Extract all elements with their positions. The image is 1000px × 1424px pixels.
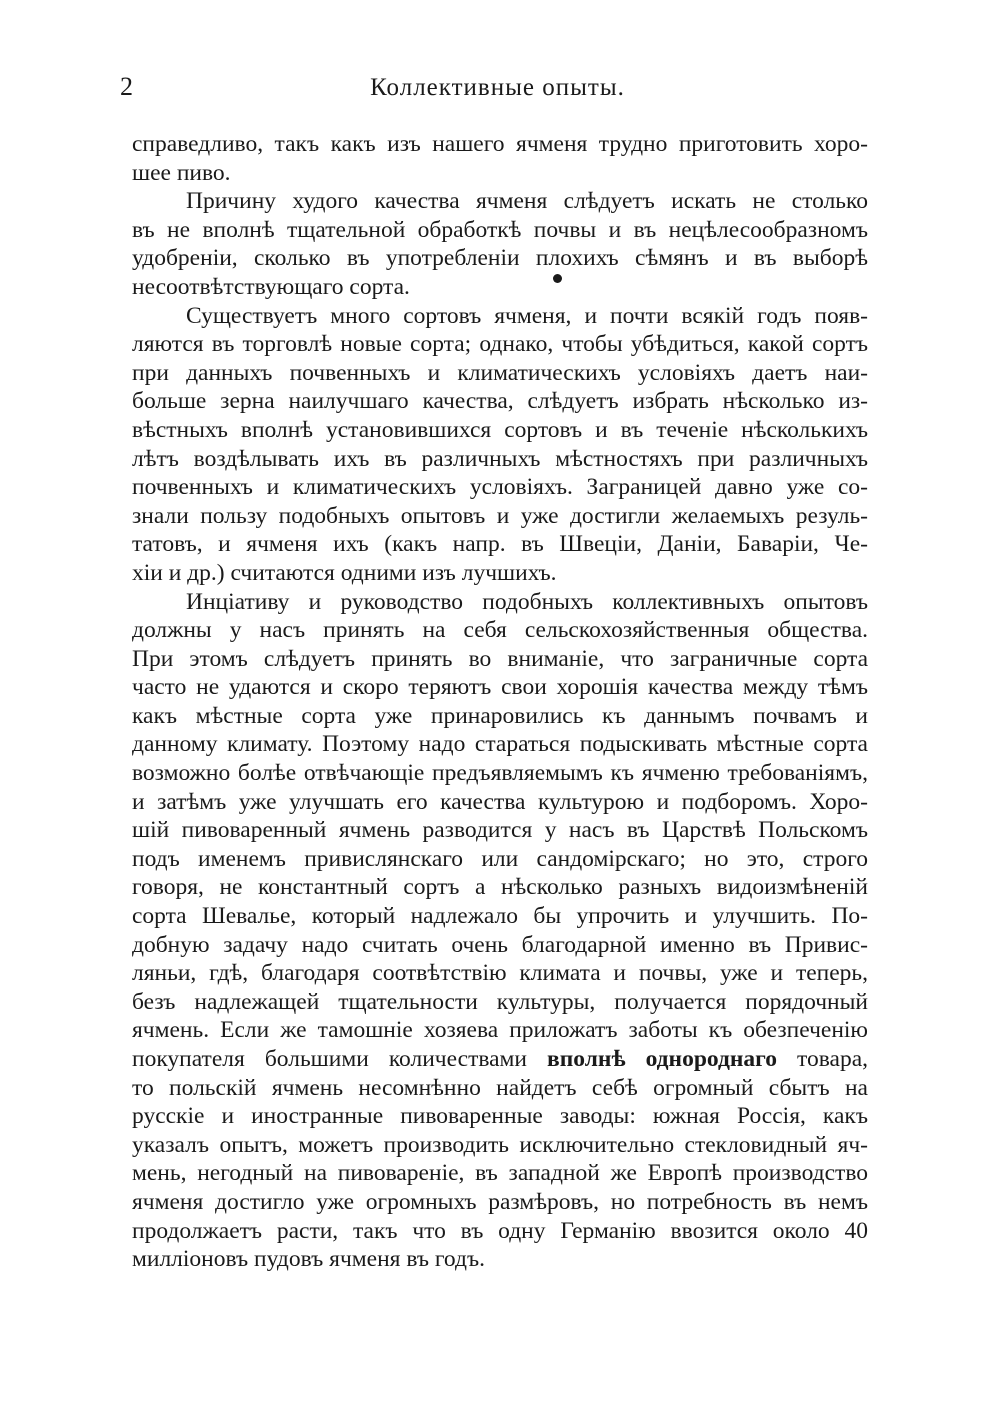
text-line: Существуетъ много сортовъ ячменя, и почти всякій годъ появ-: [186, 302, 868, 329]
ink-dot-mark: [553, 274, 562, 283]
body-text: [132, 130, 868, 1274]
text-line: справедливо, такъ какъ изъ нашего ячменя трудно приготовить хоро-: [132, 131, 868, 157]
text-line: возможно болѣе отвѣчающіе предъявляемымъ къ ячменю требованіямъ,: [132, 760, 868, 787]
text-line: больше зерна наилучшаго качества, слѣдуетъ избрать нѣсколько из-: [132, 388, 868, 415]
text-line: милліоновъ пудовъ ячменя въ годъ.: [132, 1246, 485, 1273]
text-segment: покупателя большими количествами: [132, 1046, 548, 1072]
text-line: Инціативу и руководство подобныхъ коллективныхъ опытовъ: [186, 588, 868, 615]
text-line: сорта Шевалье, который надлежало бы упрочить и улучшить. По-: [132, 903, 868, 930]
text-line: ляются въ торговлѣ новые сорта; однако, чтобы убѣдиться, какой сортъ: [132, 331, 868, 358]
text-line: то польскій ячмень несомнѣнно найдетъ себѣ огромный сбытъ на: [132, 1074, 868, 1101]
text-line: русскіе и иностранные пивоваренные заводы: южная Россія, какъ: [132, 1103, 868, 1130]
text-line: какъ мѣстные сорта уже принаровились къ даннымъ почвамъ и: [132, 702, 868, 729]
running-title: Коллективные опыты.: [370, 74, 625, 101]
paragraph: [132, 130, 868, 187]
text-line: и затѣмъ уже улучшать его качества культурою и подборомъ. Хоро-: [132, 788, 868, 815]
paragraph: [132, 302, 868, 588]
bold-phrase: вполнѣ однороднаго: [547, 1046, 777, 1072]
text-line: должны у насъ принять на себя сельскохозяйственныя общества.: [132, 617, 868, 644]
paragraph: [132, 588, 868, 1274]
text-line: шій пивоваренный ячмень разводится у насъ въ Царствѣ Польскомъ: [132, 817, 868, 844]
text-line: несоотвѣтствующаго сорта.: [132, 273, 410, 300]
text-line: лѣтъ воздѣлывать ихъ въ различныхъ мѣстностяхъ при различныхъ: [132, 445, 868, 472]
text-line: [132, 1045, 868, 1074]
text-line: въ не вполнѣ тщательной обработкѣ почвы и въ нецѣлесообразномъ: [132, 216, 868, 243]
text-line: безъ надлежащей тщательности культуры, получается порядочный: [132, 988, 868, 1015]
text-line: продолжаетъ расти, такъ что въ одну Германію ввозится около 40: [132, 1217, 868, 1244]
paragraph: [132, 187, 868, 301]
text-line: часто не удаются и скоро теряютъ свои хорошія качества между тѣмъ: [132, 674, 868, 701]
text-line: говоря, не константный сортъ а нѣсколько разныхъ видоизмѣненій: [132, 874, 868, 901]
text-line: указалъ опытъ, можетъ производить исключительно стекловидный яч-: [132, 1131, 868, 1158]
text-line: ячмень. Если же тамошніе хозяева приложатъ заботы къ обезпеченію: [132, 1017, 868, 1044]
page-number: 2: [120, 72, 133, 101]
text-line: почвенныхъ и климатическихъ условіяхъ. Заграницей давно уже со-: [132, 474, 868, 501]
text-line: знали пользу подобныхъ опытовъ и уже достигли желаемыхъ резуль-: [132, 502, 868, 529]
text-segment: товара,: [777, 1046, 869, 1072]
text-line: удобреніи, сколько въ употребленіи плохихъ сѣмянъ и въ выборѣ: [132, 245, 868, 272]
text-line: Причину худого качества ячменя слѣдуетъ искать не столько: [186, 188, 868, 215]
text-line: хіи и др.) считаются одними изъ лучшихъ.: [132, 559, 557, 586]
text-line: добную задачу надо считать очень благодарной именно въ Привис-: [132, 931, 868, 958]
text-line: При этомъ слѣдуетъ принять во вниманіе, что заграничные сорта: [132, 645, 868, 672]
text-line: шее пиво.: [132, 159, 231, 186]
text-line: данному климату. Поэтому надо стараться подыскивать мѣстные сорта: [132, 731, 868, 758]
text-line: ляньи, гдѣ, благодаря соотвѣтствію климата и почвы, уже и теперь,: [132, 960, 868, 987]
page-header: [120, 72, 875, 112]
text-line: ячменя достигло уже огромныхъ размѣровъ, но потребность въ немъ: [132, 1188, 868, 1215]
text-line: подъ именемъ привислянскаго или сандомірскаго; но это, строго: [132, 845, 868, 872]
text-line: при данныхъ почвенныхъ и климатическихъ условіяхъ даетъ наи-: [132, 359, 868, 386]
text-line: мень, негодный на пивовареніе, въ западной же Европѣ производство: [132, 1160, 868, 1187]
text-line: вѣстныхъ вполнѣ установившихся сортовъ и въ теченіе нѣсколькихъ: [132, 416, 868, 443]
text-line: татовъ, и ячменя ихъ (какъ напр. въ Швеціи, Даніи, Баваріи, Че-: [132, 531, 868, 558]
